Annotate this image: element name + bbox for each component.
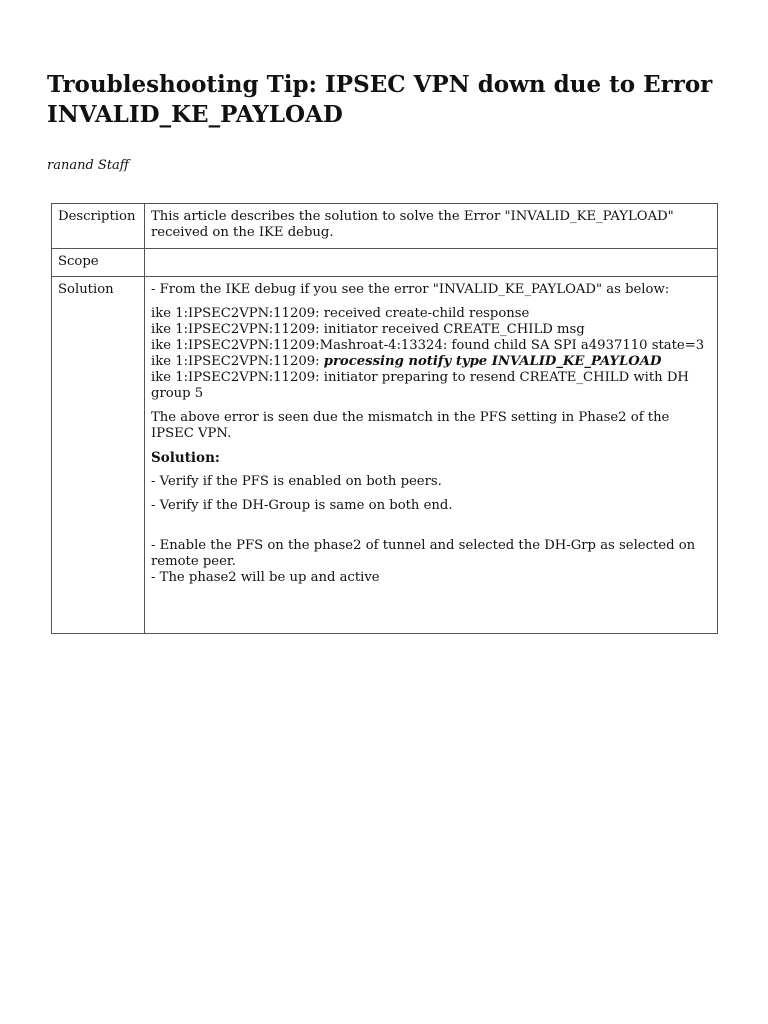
debug-log-line: ike 1:IPSEC2VPN:11209: received create-child response bbox=[151, 306, 530, 321]
solution-label: Solution bbox=[52, 277, 145, 634]
debug-log-line: ike 1:IPSEC2VPN:11209: initiator received CREATE_CHILD msg bbox=[151, 322, 585, 337]
description-text-line-1: This article describes the solution to solve the Error "INVALID_KE_PAYLOAD" bbox=[151, 209, 674, 224]
verify-pfs-step: - Verify if the PFS is enabled on both peers. bbox=[151, 474, 442, 489]
description-label: Description bbox=[52, 204, 145, 249]
article-title-line-2: INVALID_KE_PAYLOAD bbox=[47, 101, 343, 128]
solution-row bbox=[52, 277, 718, 634]
article-title bbox=[47, 70, 737, 130]
cause-line-1: The above error is seen due the mismatch in the PFS setting in Phase2 of the bbox=[151, 410, 670, 425]
debug-log-emphasis: processing notify type INVALID_KE_PAYLOAD bbox=[323, 354, 662, 369]
article-table bbox=[51, 203, 718, 634]
cause-paragraph bbox=[151, 410, 712, 442]
description-content bbox=[145, 204, 718, 249]
spacer bbox=[151, 522, 712, 538]
debug-log-prefix: ike 1:IPSEC2VPN:11209: bbox=[151, 354, 324, 369]
article-title-line-1: Troubleshooting Tip: IPSEC VPN down due to Error bbox=[47, 71, 713, 98]
solution-intro: - From the IKE debug if you see the error "INVALID_KE_PAYLOAD" as below: bbox=[151, 282, 670, 297]
fix-paragraph bbox=[151, 538, 712, 586]
scope-row bbox=[52, 249, 718, 277]
result-line: - The phase2 will be up and active bbox=[151, 570, 380, 585]
debug-log-line: ike 1:IPSEC2VPN:11209:Mashroat-4:13324: found child SA SPI a4937110 state=3 bbox=[151, 338, 705, 353]
debug-log-line-highlight bbox=[151, 354, 712, 370]
fix-line-1: - Enable the PFS on the phase2 of tunnel and selected the DH-Grp as selected on bbox=[151, 538, 696, 553]
debug-log-block bbox=[151, 306, 712, 402]
fix-line-2: remote peer. bbox=[151, 554, 236, 569]
article-author: ranand Staff bbox=[47, 158, 130, 173]
verify-dh-group-step: - Verify if the DH-Group is same on both end. bbox=[151, 498, 453, 513]
solution-heading: Solution: bbox=[151, 450, 220, 466]
description-text-line-2: received on the IKE debug. bbox=[151, 225, 334, 240]
solution-content bbox=[145, 277, 718, 634]
cause-line-2: IPSEC VPN. bbox=[151, 426, 232, 441]
debug-log-line: group 5 bbox=[151, 386, 204, 401]
debug-log-line: ike 1:IPSEC2VPN:11209: initiator preparing to resend CREATE_CHILD with DH bbox=[151, 370, 689, 385]
scope-label: Scope bbox=[52, 249, 145, 277]
description-row bbox=[52, 204, 718, 249]
scope-content bbox=[145, 249, 718, 277]
